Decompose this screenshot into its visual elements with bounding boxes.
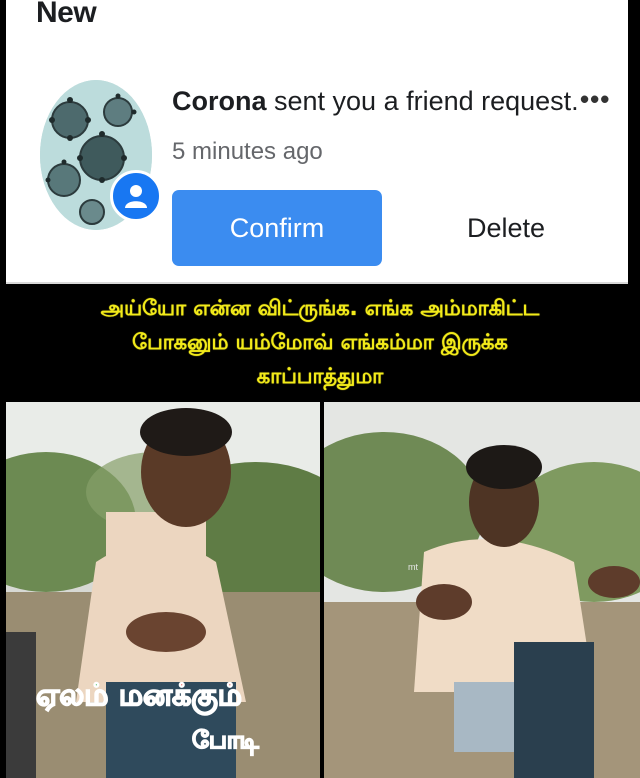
channel-logo <box>6 648 268 778</box>
caption-line-2: போகனும் யம்மோவ் எங்கம்மா இருக்க <box>132 330 508 354</box>
sender-name[interactable]: Corona <box>172 86 267 116</box>
logo-title <box>36 678 242 717</box>
new-heading: New <box>36 0 97 29</box>
more-options-icon[interactable]: ••• <box>580 84 611 114</box>
friend-request-icon <box>110 170 162 222</box>
timestamp: 5 minutes ago <box>172 138 323 165</box>
confirm-button[interactable]: Confirm <box>172 190 382 266</box>
request-text <box>172 86 579 117</box>
meme-caption <box>0 284 640 400</box>
caption-line-1: அய்யோ என்ன விட்ருங்க. எங்க அம்மாகிட்ட <box>100 296 540 320</box>
delete-button[interactable]: Delete <box>446 198 566 258</box>
crying-boy-photo-right <box>324 402 640 778</box>
logo-word-1: ஏலம் <box>36 678 109 713</box>
watermark: mt <box>408 562 418 572</box>
friend-request-notification <box>6 0 628 284</box>
logo-subtitle: போடி <box>192 726 259 754</box>
logo-word-2: மனக்கும் <box>118 678 242 713</box>
caption-line-3: காப்பாத்துமா <box>256 364 384 388</box>
request-message: sent you a friend request. <box>266 86 579 116</box>
